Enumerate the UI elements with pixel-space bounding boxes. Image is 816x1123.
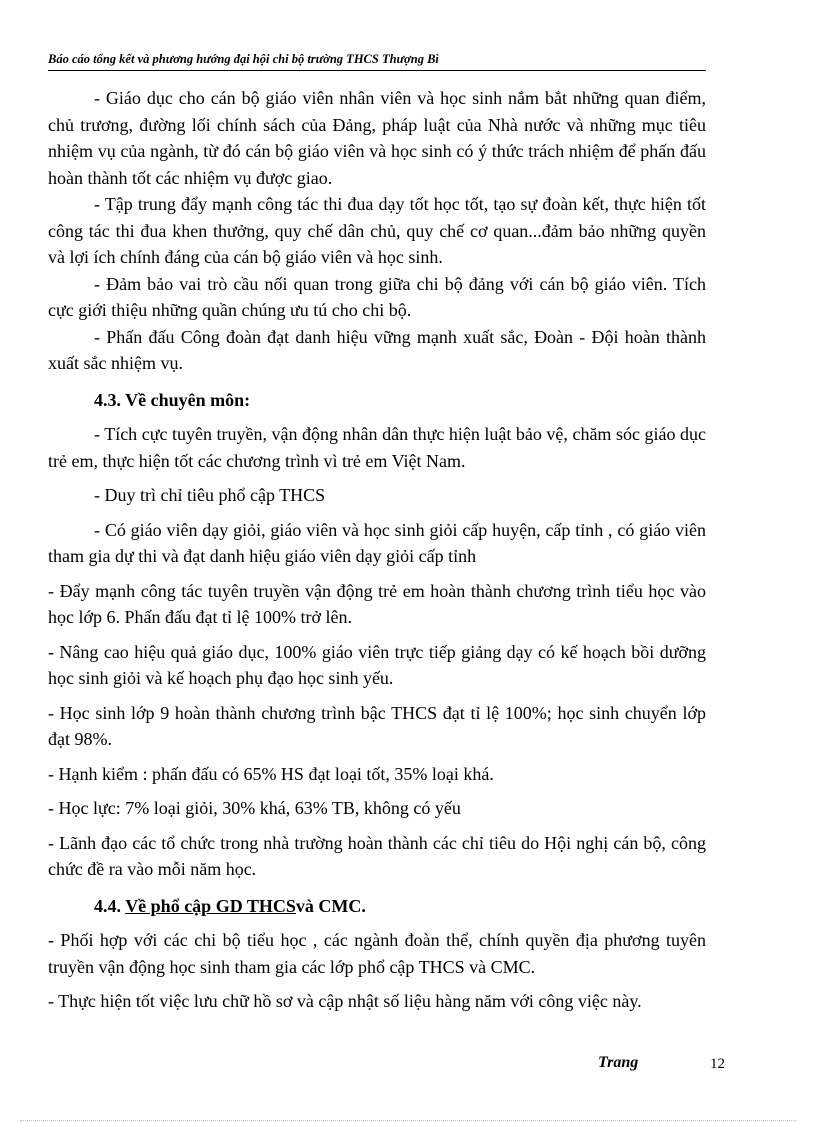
paragraph: - Giáo dục cho cán bộ giáo viên nhân viên và học sinh nắm bắt những quan điểm, chủ trương, đường lối chính sách của Đảng, pháp luật của Nhà nước và những mục tiêu nhiệm vụ của ngành, từ đó cán bộ giáo viên và học sinh có ý thức trách nhiệm để phấn đấu hoàn thành tốt các nhiệm vụ được giao. — [48, 88, 706, 188]
footer-page-number: 12 — [710, 1056, 725, 1072]
paragraph: - Nâng cao hiệu quả giáo dục, 100% giáo viên trực tiếp giảng dạy có kế hoạch bồi dưỡng học sinh giỏi và kế hoạch phụ đạo học sinh yếu. — [48, 641, 706, 688]
footer-page-label: Trang — [598, 1054, 639, 1071]
paragraph: - Hạnh kiểm : phấn đấu có 65% HS đạt loại tốt, 35% loại khá. — [48, 763, 494, 784]
page-header: Báo cáo tổng kết và phương hướng đại hội chi bộ trường THCS Thượng Bì — [48, 52, 706, 71]
paragraph: - Tập trung đẩy mạnh công tác thi đua dạy tốt học tốt, tạo sự đoàn kết, thực hiện tốt công tác thi đua khen thưởng, quy chế dân chủ, quy chế cơ quan...đảm bảo những quyền và lợi ích chính đáng của cán bộ giáo viên và học sinh. — [48, 194, 706, 267]
paragraph: - Lãnh đạo các tổ chức trong nhà trường hoàn thành các chỉ tiêu do Hội nghị cán bộ, công chức đề ra vào mỗi năm học. — [48, 832, 706, 879]
paragraph: - Học sinh lớp 9 hoàn thành chương trình bậc THCS đạt tỉ lệ 100%; học sinh chuyển lớp đạt 98%. — [48, 702, 706, 749]
heading-prefix: 4.4. — [94, 895, 126, 916]
paragraph: - Đẩy mạnh công tác tuyên truyền vận động trẻ em hoàn thành chương trình tiểu học vào học lớp 6. Phấn đấu đạt tỉ lệ 100% trở lên. — [48, 580, 706, 627]
paragraph: - Tích cực tuyên truyền, vận động nhân dân thực hiện luật bảo vệ, chăm sóc giáo dục trẻ em, thực hiện tốt các chương trình vì trẻ em Việt Nam. — [48, 424, 706, 471]
section-heading-4-4 — [48, 893, 706, 920]
paragraph: - Đảm bảo vai trò cầu nối quan trong giữa chi bộ đảng với cán bộ giáo viên. Tích cực giới thiệu những quần chúng ưu tú cho chi bộ. — [48, 273, 706, 320]
paragraph: - Học lực: 7% loại giỏi, 30% khá, 63% TB, không có yếu — [48, 798, 461, 818]
heading-underlined: Về phổ cập GD THCS — [125, 895, 296, 916]
paragraph: - Có giáo viên dạy giỏi, giáo viên và học sinh giỏi cấp huyện, cấp tỉnh , có giáo viên tham gia dự thi và đạt danh hiệu giáo viên dạy giỏi cấp tỉnh — [48, 519, 706, 566]
paragraph: - Phấn đấu Công đoàn đạt danh hiệu vững mạnh xuất sắc, Đoàn - Đội hoàn thành xuất sắc nhiệm vụ. — [48, 326, 706, 373]
paragraph: - Phối hợp với các chi bộ tiểu học , các ngành đoàn thể, chính quyền địa phương tuyên truyền vận động học sinh tham gia các lớp phổ cập THCS và CMC. — [48, 930, 706, 977]
heading-suffix: và CMC. — [295, 895, 366, 916]
document-body — [48, 85, 706, 1015]
paragraph: - Duy trì chỉ tiêu phổ cập THCS — [94, 485, 326, 505]
page-edge-divider — [20, 1120, 796, 1121]
section-heading-4-3: 4.3. Về chuyên môn: — [94, 389, 251, 410]
paragraph: - Thực hiện tốt việc lưu chữ hồ sơ và cập nhật số liệu hàng năm với công việc này. — [48, 991, 642, 1011]
